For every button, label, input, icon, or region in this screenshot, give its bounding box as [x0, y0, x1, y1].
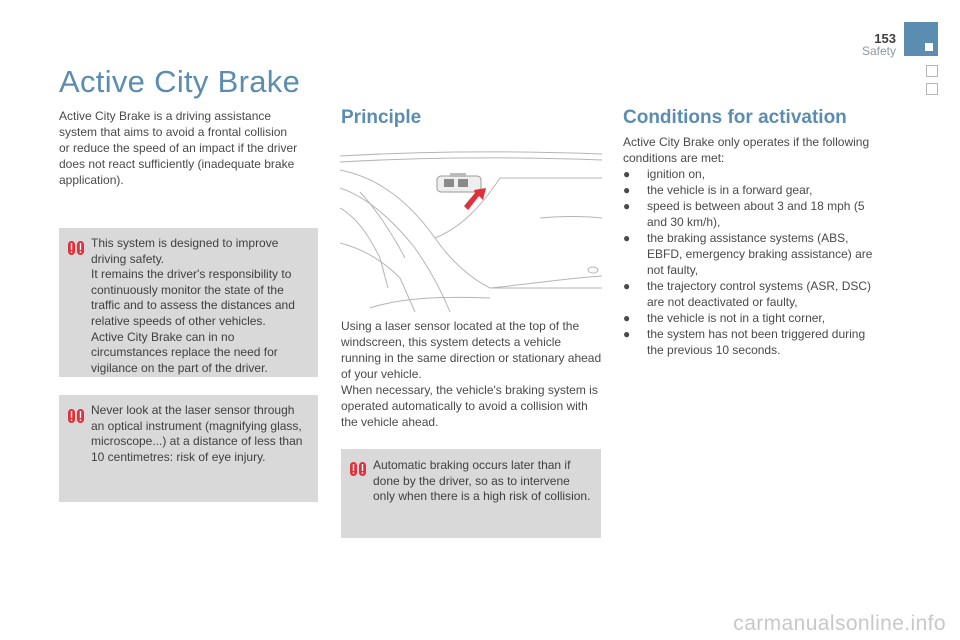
warning-text: Active City Brake can in no circumstances replace the need for vigilance on the part of the driver.	[91, 329, 278, 375]
warning-exclamation-icon	[349, 461, 367, 477]
warning-exclamation-icon	[67, 240, 85, 256]
principle-text: Using a laser sensor located at the top of the windscreen, this system detects a vehicle running in the same direction or stationary ahead of your vehicle.	[341, 319, 602, 381]
list-item: ● the vehicle is not in a tight corner,	[623, 311, 826, 325]
principle-text: When necessary, the vehicle's braking system is operated automatically to avoid a collision with the vehicle ahead.	[341, 383, 598, 429]
bullet: ●	[623, 183, 631, 197]
warning-text: Never look at the laser sensor through an optical instrument (magnifying glass, microscope...) at a distance of less than 10 centimetres: risk of eye injury.	[91, 403, 303, 464]
warning-box-braking	[341, 449, 601, 538]
bullet: ●	[623, 199, 631, 213]
list-item: ● the braking assistance systems (ABS, EBFD, emergency braking assistance) are not faulty,	[623, 231, 873, 277]
warning-text: It remains the driver's responsibility to continuously monitor the state of the traffic and to assess the distances and relative speeds of other vehicles.	[91, 267, 295, 328]
windscreen-sensor-illustration	[340, 148, 602, 312]
warning-box-system	[59, 228, 318, 377]
page-number: 153	[874, 31, 896, 46]
laser-sensor-icon	[437, 173, 481, 192]
section-tab-active[interactable]	[904, 22, 938, 56]
list-item: ● speed is between about 3 and 18 mph (5 and 30 km/h),	[623, 199, 865, 229]
watermark: carmanualsonline.info	[733, 612, 946, 635]
bullet: ●	[623, 279, 631, 293]
conditions-list	[623, 166, 885, 358]
list-item: ● ignition on,	[623, 167, 706, 181]
page-title: Active City Brake	[59, 64, 301, 99]
bullet: ●	[623, 167, 631, 181]
conditions-intro: Active City Brake only operates if the following conditions are met:	[623, 135, 870, 165]
list-item: ● the trajectory control systems (ASR, DSC) are not deactivated or faulty,	[623, 279, 872, 309]
conditions-heading: Conditions for activation	[623, 107, 847, 128]
warning-text: Automatic braking occurs later than if done by the driver, so as to intervene only when there is a high risk of collision.	[373, 458, 591, 504]
list-item: ● the system has not been triggered during the previous 10 seconds.	[623, 327, 866, 357]
bullet: ●	[623, 231, 631, 245]
list-item: ● the vehicle is in a forward gear,	[623, 183, 813, 197]
section-tab[interactable]	[926, 65, 938, 77]
section-tab[interactable]	[926, 83, 938, 95]
intro-paragraph: Active City Brake is a driving assistance system that aims to avoid a frontal collision or reduce the speed of an impact if the driver does not react sufficiently (inadequate brake application).	[59, 109, 298, 187]
principle-heading: Principle	[341, 107, 422, 128]
bullet: ●	[623, 327, 631, 341]
bullet: ●	[623, 311, 631, 325]
warning-text: This system is designed to improve driving safety.	[91, 236, 279, 266]
section-name: Safety	[861, 44, 896, 58]
warning-exclamation-icon	[67, 408, 85, 424]
warning-box-laser	[59, 395, 318, 502]
tab-marker-icon	[925, 43, 933, 51]
